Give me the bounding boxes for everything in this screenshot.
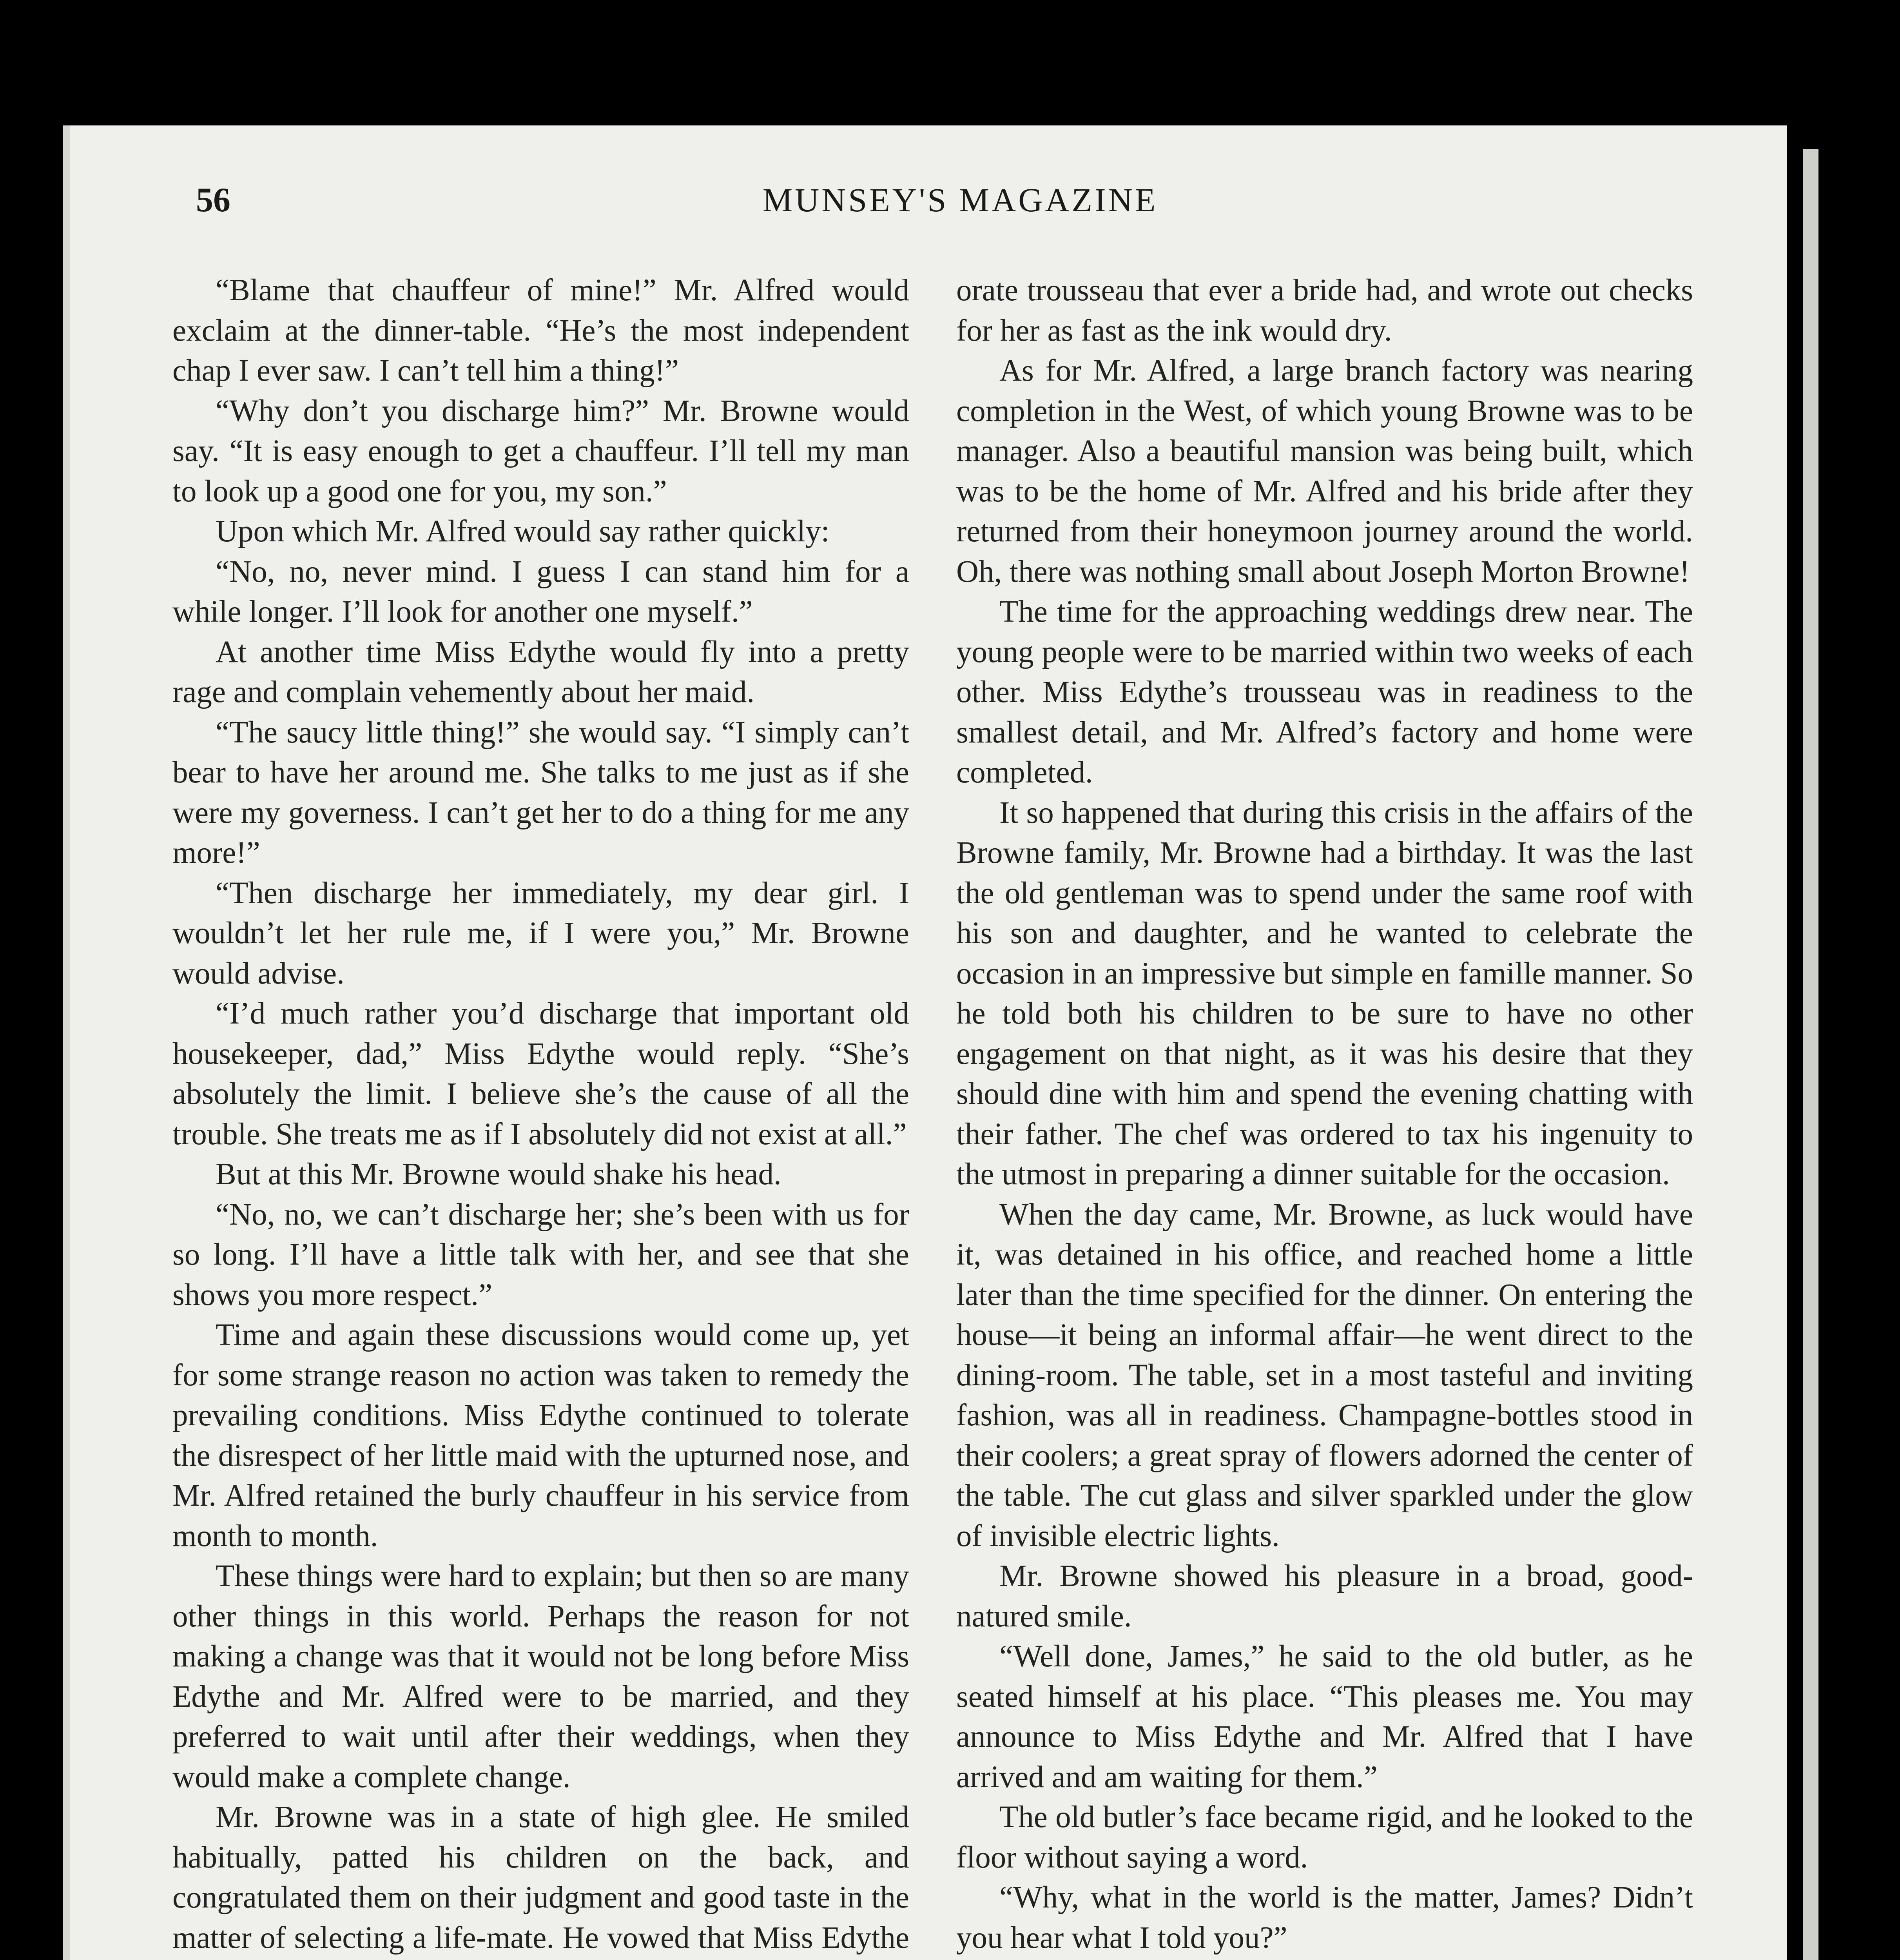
magazine-title: MUNSEY'S MAGAZINE [762,181,1158,219]
paragraph: orate trousseau that ever a bride had, and wrote out checks for her as fast as the ink would dry. [956,273,1693,348]
paragraph: Time and again these discussions would come up, yet for some strange reason no action was taken to remedy the prevailing conditions. Miss Edythe continued to tolerate the disrespect of her little maid with the upturned nose, and Mr. Alfred retained the burly chauffeur in his service from month to month. [172,1318,909,1553]
paragraph: At another time Miss Edythe would fly into a pretty rage and complain vehemently about her maid. [172,635,909,709]
paragraph: “I’d much rather you’d discharge that important old housekeeper, dad,” Miss Edythe would reply. “She’s absolutely the limit. I believe she’s the cause of all the trouble. She treats me as if I absolutely did not exist at all.” [172,996,909,1151]
paragraph: “Why don’t you discharge him?” Mr. Browne would say. “It is easy enough to get a chauffeur. I’ll tell my man to look up a good one for you, my son.” [172,394,909,508]
paragraph: But at this Mr. Browne would shake his head. [216,1157,781,1191]
paragraph: It so happened that during this crisis in the affairs of the Browne family, Mr. Browne had a birthday. It was the last the old gentleman was to spend under the same roof with his son and daughter, and he wanted to celebrate the occasion in an impressive but simple en famille manner. So he told both his children to be sure to have no other engagement on that night, as it was his desire that they should dine with him and spend the evening chatting with their father. The chef was ordered to tax his ingenuity to the utmost in preparing a dinner suitable for the occasion. [956,795,1693,1191]
paragraph: These things were hard to explain; but then so are many other things in this world. Perhaps the reason for not making a change was that it would not be long before Miss Edythe and Mr. Alfred were to be married, and they preferred to wait until after their weddings, when they would make a complete change. [172,1559,909,1794]
adjacent-page-edge [1803,149,1818,1960]
paragraph: Mr. Browne was in a state of high glee. He smiled habitually, patted his children on the back, and congratulated them on their judgment and good taste in the matter of selecting a life-mate. He vowed that Miss Edythe [172,1800,909,1955]
paragraph: “The saucy little thing!” she would say. “I simply can’t bear to have her around me. She talks to me just as if she were my governess. I can’t get her to do a thing for me any more!” [172,715,909,870]
paragraph: The time for the approaching weddings drew near. The young people were to be married within two weeks of each other. Miss Edythe’s trousseau was in readiness to the smallest detail, and Mr. Alfred’s factory and home were completed. [956,595,1693,789]
paragraph: The old butler’s face became rigid, and he looked to the floor without saying a word. [956,1800,1693,1875]
paragraph: “No, no, never mind. I guess I can stand him for a while longer. I’ll look for another one myself.” [172,554,909,629]
paragraph: “Well done, James,” he said to the old butler, as he seated himself at his place. “This pleases me. You may announce to Miss Edythe and Mr. Alfred that I have arrived and am waiting for them.” [956,1639,1693,1794]
right-column [956,270,1693,1960]
page-number: 56 [196,181,230,219]
paragraph: “Why, what in the world is the matter, James? Didn’t you hear what I told you?” [956,1880,1693,1955]
running-head [196,180,1724,231]
left-column [172,270,909,1960]
paragraph: Mr. Browne showed his pleasure in a broad, good-natured smile. [956,1559,1693,1633]
paragraph: “No, no, we can’t discharge her; she’s been with us for so long. I’ll have a little talk with her, and see that she shows you more respect.” [172,1197,909,1312]
paragraph: Upon which Mr. Alfred would say rather quickly: [216,514,830,548]
paragraph: As for Mr. Alfred, a large branch factory was nearing completion in the West, of which young Browne was to be manager. Also a beautiful mansion was being built, which was to be the home of Mr. Alfred and his bride after they returned from their honeymoon journey around the world. Oh, there was nothing small about Joseph Morton Browne! [956,354,1693,589]
paragraph: “Then discharge her immediately, my dear girl. I wouldn’t let her rule me, if I were you,” Mr. Browne would advise. [172,876,909,991]
paragraph [956,1958,1693,1960]
paragraph: When the day came, Mr. Browne, as luck would have it, was detained in his office, and reached home a little later than the time specified for the dinner. On entering the house—it being an informal affair—he went direct to the dining-room. The table, set in a most tasteful and inviting fashion, was all in readiness. Champagne-bottles stood in their coolers; a great spray of flowers adorned the center of the table. The cut glass and silver sparkled under the glow of invisible electric lights. [956,1197,1693,1553]
paragraph: “Blame that chauffeur of mine!” Mr. Alfred would exclaim at the dinner-table. “He’s the most independent chap I ever saw. I can’t tell him a thing!” [172,273,909,388]
